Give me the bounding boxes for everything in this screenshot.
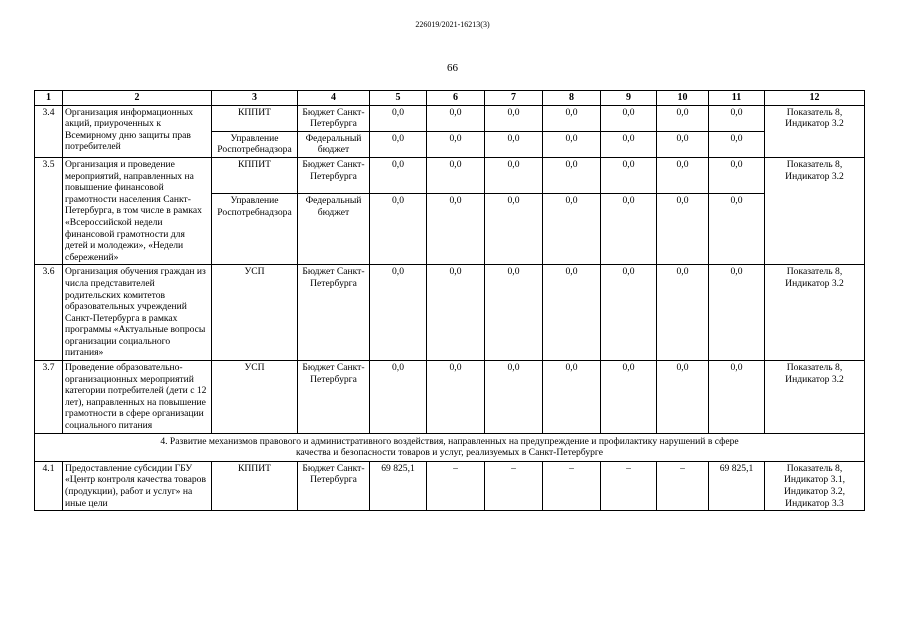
table-row [35, 361, 865, 434]
column-header: 4 [298, 91, 370, 106]
executor-cell: КППИТ [212, 105, 298, 131]
source-cell: Федеральный бюджет [298, 131, 370, 157]
table-row [35, 157, 865, 193]
value-cell: 0,0 [427, 157, 485, 193]
activity-name: Проведение образовательно-организационных мероприятий категории потребителей (дети с 12 лет), направленных на повышение грамотности в сфере организации социального питания [63, 361, 212, 434]
column-header: 9 [601, 91, 657, 106]
source-cell: Бюджет Санкт-Петербурга [298, 265, 370, 361]
activity-name: Предоставление субсидии ГБУ «Центр контроля качества товаров (продукции), работ и услуг» на иные цели [63, 461, 212, 510]
value-cell: 0,0 [601, 131, 657, 157]
value-cell: 0,0 [657, 105, 709, 131]
value-cell: 0,0 [657, 265, 709, 361]
value-cell: 0,0 [657, 361, 709, 434]
value-cell: 0,0 [709, 157, 765, 193]
value-cell: 0,0 [427, 265, 485, 361]
row-number: 3.6 [35, 265, 63, 361]
value-cell: 0,0 [485, 265, 543, 361]
value-cell: 0,0 [709, 105, 765, 131]
value-cell: 0,0 [709, 265, 765, 361]
executor-cell: УСП [212, 361, 298, 434]
value-cell: 0,0 [601, 361, 657, 434]
value-cell: 0,0 [543, 361, 601, 434]
value-cell: – [543, 461, 601, 510]
value-cell: 0,0 [543, 194, 601, 265]
column-header: 11 [709, 91, 765, 106]
value-cell: 0,0 [543, 131, 601, 157]
activity-name: Организация и проведение мероприятий, направленных на повышение финансовой грамотности населения Санкт-Петербурга, в том числе в рамках «Всероссийской недели финансовой грамотности для детей и молодежи», «Недели сбережений» [63, 157, 212, 264]
executor-cell: КППИТ [212, 461, 298, 510]
value-cell: 0,0 [370, 361, 427, 434]
value-cell: 0,0 [709, 131, 765, 157]
value-cell: 0,0 [709, 361, 765, 434]
executor-cell: Управление Роспотребнадзора [212, 131, 298, 157]
table-row [35, 461, 865, 510]
indicators-cell: Показатель 8, Индикатор 3.2 [765, 265, 865, 361]
value-cell: 0,0 [657, 131, 709, 157]
column-header: 10 [657, 91, 709, 106]
column-header: 3 [212, 91, 298, 106]
value-cell: 0,0 [657, 194, 709, 265]
value-cell: 0,0 [601, 157, 657, 193]
value-cell: 0,0 [370, 194, 427, 265]
value-cell: – [427, 461, 485, 510]
value-cell: 0,0 [601, 265, 657, 361]
indicators-cell: Показатель 8, Индикатор 3.1, Индикатор 3.2, Индикатор 3.3 [765, 461, 865, 510]
document-code: 226019/2021-16213(3) [415, 20, 490, 29]
source-cell: Бюджет Санкт-Петербурга [298, 361, 370, 434]
value-cell: 0,0 [427, 131, 485, 157]
column-header: 8 [543, 91, 601, 106]
value-cell: 69 825,1 [370, 461, 427, 510]
column-header: 2 [63, 91, 212, 106]
value-cell: – [601, 461, 657, 510]
executor-cell: КППИТ [212, 157, 298, 193]
value-cell: 0,0 [427, 194, 485, 265]
value-cell: 0,0 [543, 157, 601, 193]
value-cell: 69 825,1 [709, 461, 765, 510]
table-row [35, 265, 865, 361]
section-row [35, 433, 865, 461]
section-title: 4. Развитие механизмов правового и административного воздействия, направленных на предупреждение и профилактику нарушений в сфере качества и безопасности товаров и услуг, реализуемых в Санкт-Петербурге [35, 433, 865, 461]
row-number: 4.1 [35, 461, 63, 510]
page-number: 66 [447, 62, 458, 74]
column-header: 5 [370, 91, 427, 106]
value-cell: 0,0 [370, 131, 427, 157]
source-cell: Бюджет Санкт-Петербурга [298, 461, 370, 510]
value-cell: 0,0 [485, 131, 543, 157]
value-cell: 0,0 [370, 105, 427, 131]
column-header: 12 [765, 91, 865, 106]
value-cell: 0,0 [543, 105, 601, 131]
activity-name: Организация информационных акций, приуроченных к Всемирному дню защиты прав потребителей [63, 105, 212, 157]
value-cell: 0,0 [427, 361, 485, 434]
source-cell: Бюджет Санкт-Петербурга [298, 157, 370, 193]
indicators-cell: Показатель 8, Индикатор 3.2 [765, 105, 865, 157]
row-number: 3.5 [35, 157, 63, 264]
value-cell: 0,0 [657, 157, 709, 193]
indicators-cell: Показатель 8, Индикатор 3.2 [765, 157, 865, 264]
value-cell: 0,0 [370, 157, 427, 193]
header-row [35, 91, 865, 106]
activity-name: Организация обучения граждан из числа представителей родительских комитетов образовательных учреждений Санкт-Петербурга в рамках программы «Актуальные вопросы организации социального питания» [63, 265, 212, 361]
value-cell: – [485, 461, 543, 510]
source-cell: Бюджет Санкт-Петербурга [298, 105, 370, 131]
program-table [34, 90, 865, 511]
value-cell: 0,0 [370, 265, 427, 361]
value-cell: 0,0 [543, 265, 601, 361]
source-cell: Федеральный бюджет [298, 194, 370, 265]
executor-cell: УСП [212, 265, 298, 361]
column-header: 7 [485, 91, 543, 106]
value-cell: 0,0 [709, 194, 765, 265]
value-cell: 0,0 [427, 105, 485, 131]
value-cell: 0,0 [485, 157, 543, 193]
value-cell: 0,0 [485, 361, 543, 434]
indicators-cell: Показатель 8, Индикатор 3.2 [765, 361, 865, 434]
value-cell: 0,0 [485, 105, 543, 131]
value-cell: 0,0 [601, 194, 657, 265]
executor-cell: Управление Роспотребнадзора [212, 194, 298, 265]
table-row [35, 105, 865, 131]
row-number: 3.4 [35, 105, 63, 157]
row-number: 3.7 [35, 361, 63, 434]
value-cell: – [657, 461, 709, 510]
value-cell: 0,0 [485, 194, 543, 265]
value-cell: 0,0 [601, 105, 657, 131]
column-header: 6 [427, 91, 485, 106]
column-header: 1 [35, 91, 63, 106]
